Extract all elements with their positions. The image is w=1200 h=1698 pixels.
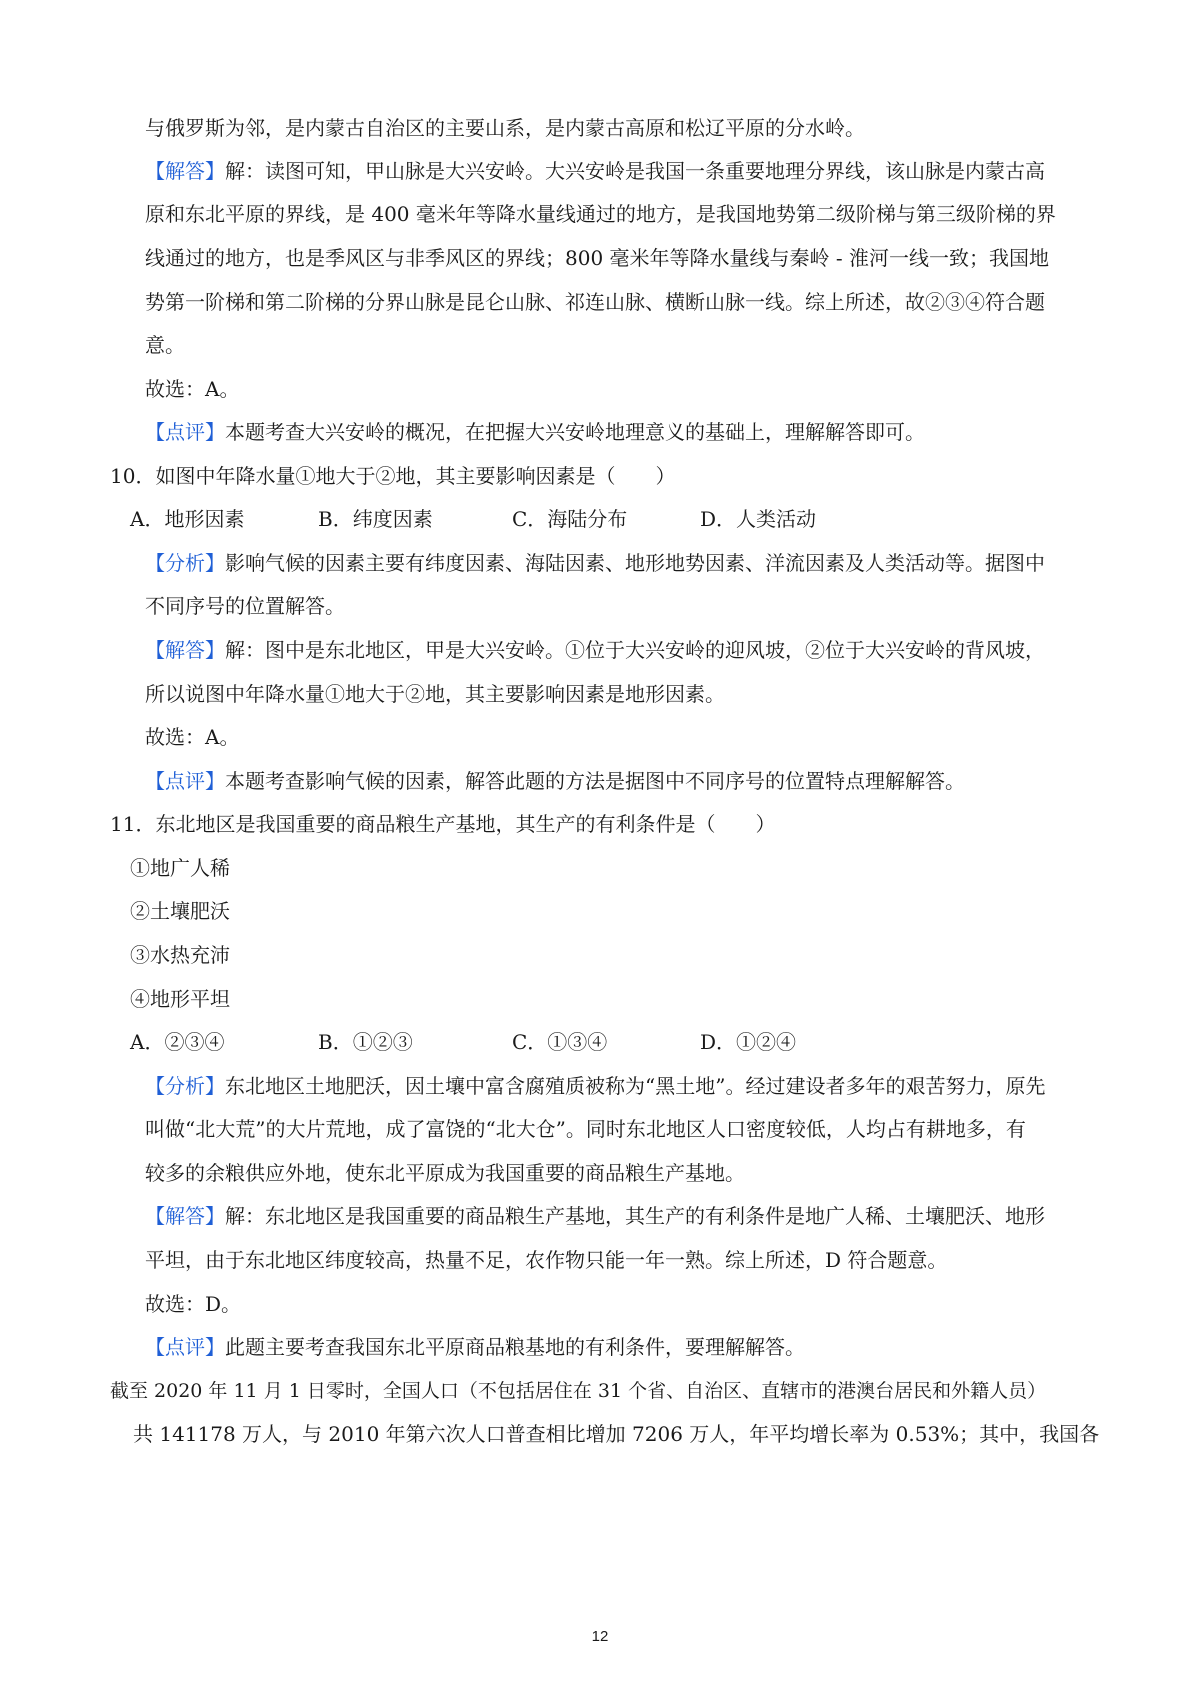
choice-line: 故选：A。 <box>145 377 240 401</box>
page-number: 12 <box>591 1628 609 1645</box>
paragraph-line: 原和东北平原的界线，是 400 毫米年等降水量线通过的地方，是我国地势第二级阶梯与第三级阶梯的界 <box>145 202 1056 226</box>
option-b: B．纬度因素 <box>318 507 433 531</box>
option-d: D．①②④ <box>700 1030 797 1054</box>
statement-item: ①地广人稀 <box>130 856 230 880</box>
question-10: 10．如图中年降水量①地大于②地，其主要影响因素是（ ） <box>110 464 676 488</box>
answer-text: 解：读图可知，甲山脉是大兴安岭。大兴安岭是我国一条重要地理分界线，该山脉是内蒙古高 <box>225 159 1045 183</box>
question-11: 11．东北地区是我国重要的商品粮生产基地，其生产的有利条件是（ ） <box>110 812 776 836</box>
paragraph-line: 较多的余粮供应外地，使东北平原成为我国重要的商品粮生产基地。 <box>145 1161 745 1185</box>
paragraph-line: 平坦，由于东北地区纬度较高，热量不足，农作物只能一年一熟。综上所述，D 符合题意。 <box>145 1248 948 1272</box>
paragraph-line: 截至 2020 年 11 月 1 日零时，全国人口（不包括居住在 31 个省、自治区、直辖市的港澳台居民和外籍人员） <box>110 1380 1047 1402</box>
comment-line <box>145 1333 805 1361</box>
analysis-tag: 【分析】 <box>145 1074 225 1098</box>
answer-line <box>145 1202 1045 1230</box>
option-a: A．②③④ <box>130 1030 225 1054</box>
comment-tag: 【点评】 <box>145 769 225 793</box>
answer-line <box>145 636 1045 664</box>
statement-item: ③水热充沛 <box>130 943 230 967</box>
answer-text: 解：东北地区是我国重要的商品粮生产基地，其生产的有利条件是地广人稀、土壤肥沃、地形 <box>225 1204 1045 1228</box>
comment-text: 本题考查影响气候的因素，解答此题的方法是据图中不同序号的位置特点理解解答。 <box>225 769 965 793</box>
option-c: C．海陆分布 <box>512 507 628 531</box>
comment-text: 本题考查大兴安岭的概况，在把握大兴安岭地理意义的基础上，理解解答即可。 <box>225 420 925 444</box>
paragraph-line: 意。 <box>145 333 185 357</box>
paragraph-line: 共 141178 万人，与 2010 年第六次人口普查相比增加 7206 万人，年平均增长率为 0.53%；其中，我国各 <box>133 1422 1100 1446</box>
option-b: B．①②③ <box>318 1030 413 1054</box>
option-d: D．人类活动 <box>700 507 817 531</box>
paragraph-line: 线通过的地方，也是季风区与非季风区的界线；800 毫米年等降水量线与秦岭 - 淮河一线一致；我国地 <box>145 246 1050 270</box>
comment-tag: 【点评】 <box>145 1335 225 1359</box>
analysis-line <box>145 1072 1045 1100</box>
paragraph-line: 与俄罗斯为邻，是内蒙古自治区的主要山系，是内蒙古高原和松辽平原的分水岭。 <box>145 116 865 140</box>
paragraph-line: 所以说图中年降水量①地大于②地，其主要影响因素是地形因素。 <box>145 682 725 706</box>
answer-line <box>145 157 1045 185</box>
comment-tag: 【点评】 <box>145 420 225 444</box>
paragraph-line: 不同序号的位置解答。 <box>145 594 345 618</box>
option-c: C．①③④ <box>512 1030 608 1054</box>
analysis-line <box>145 549 1045 577</box>
comment-text: 此题主要考查我国东北平原商品粮基地的有利条件，要理解解答。 <box>225 1335 805 1359</box>
statement-item: ②土壤肥沃 <box>130 899 230 923</box>
answer-tag: 【解答】 <box>145 1204 225 1228</box>
analysis-tag: 【分析】 <box>145 551 225 575</box>
answer-tag: 【解答】 <box>145 638 225 662</box>
statement-item: ④地形平坦 <box>130 987 230 1011</box>
comment-line <box>145 418 925 446</box>
answer-text: 解：图中是东北地区，甲是大兴安岭。①位于大兴安岭的迎风坡，②位于大兴安岭的背风坡， <box>225 638 1045 662</box>
analysis-text: 东北地区土地肥沃，因土壤中富含腐殖质被称为“黑土地”。经过建设者多年的艰苦努力，原先 <box>225 1074 1046 1098</box>
paragraph-line: 势第一阶梯和第二阶梯的分界山脉是昆仑山脉、祁连山脉、横断山脉一线。综上所述，故②③④符合题 <box>145 290 1045 314</box>
choice-line: 故选：A。 <box>145 725 240 749</box>
option-a: A．地形因素 <box>130 507 245 531</box>
comment-line <box>145 767 965 795</box>
answer-tag: 【解答】 <box>145 159 225 183</box>
paragraph-line: 叫做“北大荒”的大片荒地，成了富饶的“北大仓”。同时东北地区人口密度较低，人均占有耕地多，有 <box>145 1117 1026 1141</box>
choice-line: 故选：D。 <box>145 1292 242 1316</box>
analysis-text: 影响气候的因素主要有纬度因素、海陆因素、地形地势因素、洋流因素及人类活动等。据图中 <box>225 551 1045 575</box>
